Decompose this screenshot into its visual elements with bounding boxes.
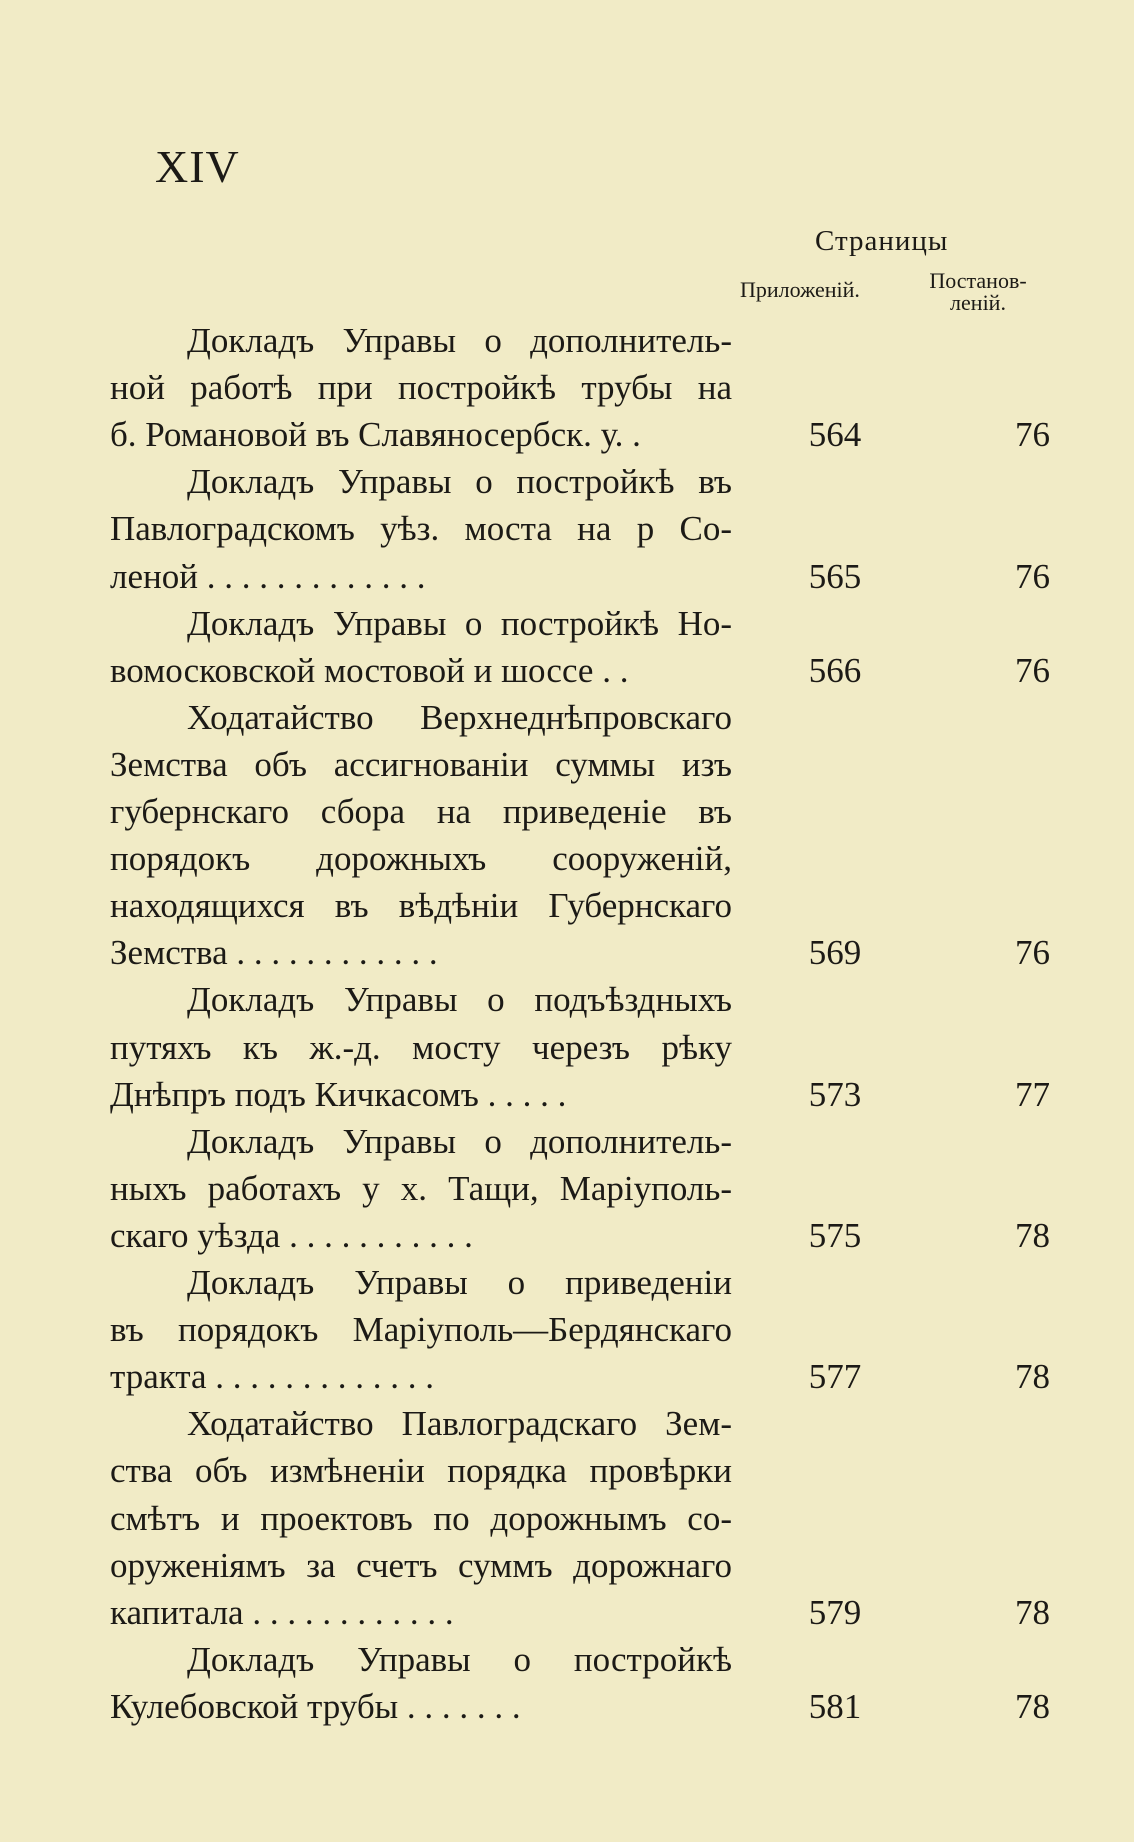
toc-entry-line: находящихся въ вѣдѣніи Губернскаго <box>110 886 732 926</box>
toc-entry-line: тракта . . . . . . . . . . . . . <box>110 1357 435 1397</box>
toc-entry-line: Докладъ Управы о подъѣздныхъ <box>187 980 732 1020</box>
resolution-page-number: 78 <box>1015 1592 1050 1632</box>
resolution-page-number: 77 <box>1015 1074 1050 1114</box>
toc-entry-line: Докладъ Управы о приведеніи <box>187 1263 732 1302</box>
appendix-page-number: 573 <box>808 1074 862 1114</box>
toc-entry-line: оруженіямъ за счетъ суммъ дорожнаго <box>110 1545 732 1585</box>
column-header-appendices: Приложеній. <box>740 277 860 302</box>
appendix-page-number: 565 <box>808 556 862 596</box>
appendix-page-number: 575 <box>808 1215 862 1255</box>
toc-entry-line: Земства объ ассигнованіи суммы изъ <box>110 744 732 784</box>
resolution-page-number: 78 <box>1015 1215 1050 1255</box>
appendix-page-number: 577 <box>808 1357 862 1397</box>
toc-entry-line: ныхъ работахъ у х. Тащи, Маріуполь- <box>110 1168 732 1208</box>
toc-entry-line: ной работѣ при постройкѣ трубы на <box>110 368 732 408</box>
toc-entry-line: въ порядокъ Маріуполь—Бердянскаго <box>110 1310 732 1350</box>
toc-entry-line: губернскаго сбора на приведеніе въ <box>110 792 732 831</box>
toc-entry-line: ства объ измѣненіи порядка провѣрки <box>110 1451 732 1491</box>
toc-entry-line: Докладъ Управы о дополнитель- <box>187 321 732 360</box>
toc-entry-line: Земства . . . . . . . . . . . . <box>110 933 438 973</box>
toc-entry-line: вомосковской мостовой и шоссе . . <box>110 650 629 690</box>
toc-entry-line: Днѣпръ подъ Кичкасомъ . . . . . <box>110 1074 567 1114</box>
toc-entry-line: Докладъ Управы о постройкѣ <box>187 1639 732 1679</box>
toc-entry-line: Павлоградскомъ уѣз. моста на р Со- <box>110 509 732 549</box>
toc-entry-line: скаго уѣзда . . . . . . . . . . . <box>110 1215 473 1255</box>
toc-entry-line: капитала . . . . . . . . . . . . <box>110 1592 454 1632</box>
resolution-page-number: 78 <box>1015 1686 1050 1726</box>
toc-entry-line: Докладъ Управы о постройкѣ Но- <box>187 603 732 643</box>
appendix-page-number: 564 <box>808 415 862 455</box>
appendix-page-number: 566 <box>808 650 862 690</box>
column-header-title: Страницы <box>815 225 949 257</box>
toc-entry-line: Докладъ Управы о постройкѣ въ <box>187 462 732 502</box>
resolution-page-number: 76 <box>1015 933 1050 973</box>
toc-entry-line: Ходатайство Верхнеднѣпровскаго <box>187 697 732 737</box>
resolution-page-number: 78 <box>1015 1357 1050 1397</box>
toc-entry-line: порядокъ дорожныхъ сооруженій, <box>110 839 732 879</box>
column-header-resolutions-line1: Постанов- <box>929 268 1027 293</box>
resolution-page-number: 76 <box>1015 415 1050 455</box>
toc-entry-line: б. Романовой въ Славяносербск. у. . <box>110 415 641 455</box>
toc-entry-line: путяхъ къ ж.-д. мосту черезъ рѣку <box>110 1027 732 1067</box>
appendix-page-number: 569 <box>808 933 862 973</box>
page-number: XIV <box>155 141 240 192</box>
appendix-page-number: 581 <box>808 1686 862 1726</box>
resolution-page-number: 76 <box>1015 556 1050 596</box>
toc-entry-line: Кулебовской трубы . . . . . . . <box>110 1686 521 1726</box>
resolution-page-number: 76 <box>1015 650 1050 690</box>
column-header-resolutions-line2: леній. <box>950 290 1006 315</box>
appendix-page-number: 579 <box>808 1592 862 1632</box>
toc-entry-line: Ходатайство Павлоградскаго Зем- <box>187 1404 732 1444</box>
toc-entry-line: смѣтъ и проектовъ по дорожнымъ со- <box>110 1498 732 1538</box>
toc-entry-line: леной . . . . . . . . . . . . . <box>110 556 426 596</box>
toc-entry-line: Докладъ Управы о дополнитель- <box>187 1121 732 1161</box>
column-header-resolutions <box>918 270 1038 314</box>
